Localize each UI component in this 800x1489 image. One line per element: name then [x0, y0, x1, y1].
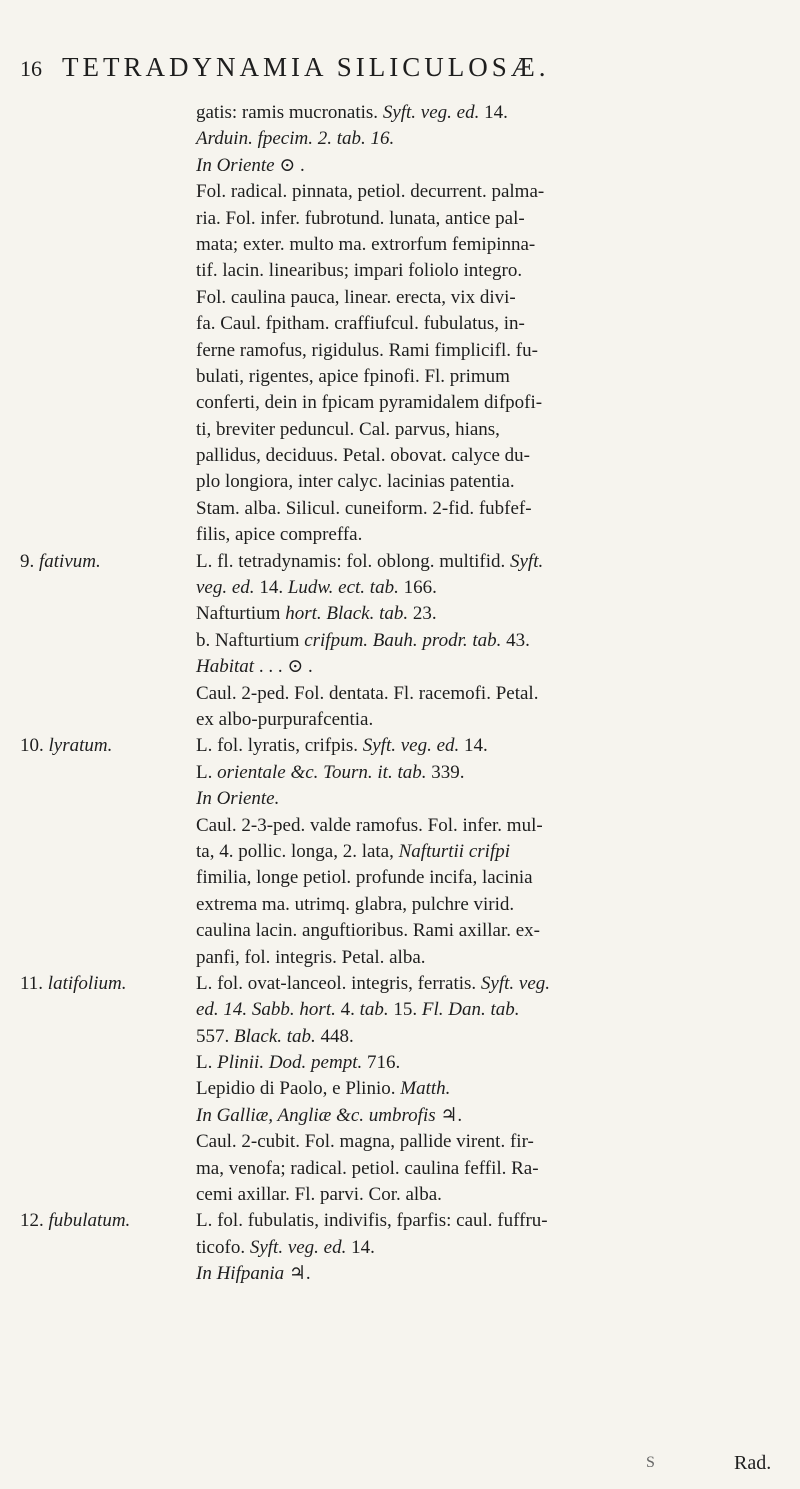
line-text: fa. Caul. fpitham. craffiufcul. fubulatus, in- — [196, 313, 525, 335]
line-text: ferne ramofus, rigidulus. Rami fimplicifl. fu- — [196, 339, 538, 361]
line-text: Caul. 2-ped. Fol. dentata. Fl. racemofi. Petal. — [196, 682, 539, 704]
line-text: 15. — [388, 999, 422, 1021]
species-entry — [0, 1208, 800, 1287]
running-head — [0, 52, 800, 92]
page-footer — [0, 1452, 800, 1482]
line-text: 43. — [501, 629, 530, 651]
text-line — [0, 206, 800, 232]
citation-text: hort. Black. tab. — [285, 603, 409, 625]
species-entries — [0, 100, 800, 1288]
text-line — [0, 601, 800, 627]
running-title: TETRADYNAMIA SILICULOSÆ. — [62, 52, 550, 82]
citation-text: Matth. — [400, 1078, 451, 1100]
line-text: 14. — [346, 1236, 375, 1258]
text-line — [0, 786, 800, 812]
line-text: 4. — [335, 999, 360, 1021]
citation-text: Syft. veg. ed. — [362, 735, 460, 757]
line-text: L. fol. lyratis, crifpis. — [196, 735, 363, 757]
text-line — [0, 496, 800, 522]
line-text: Nafturtium — [196, 603, 286, 625]
text-line — [0, 1024, 800, 1050]
line-text: conferti, dein in fpicam pyramidalem difpofi- — [196, 392, 543, 414]
citation-text: Fl. Dan. tab. — [421, 999, 520, 1021]
citation-text: ed. 14. Sabb. hort. — [196, 999, 336, 1021]
text-line — [0, 1182, 800, 1208]
citation-text: In Oriente. — [196, 788, 280, 810]
line-text: mata; exter. multo ma. extrorfum femipinna- — [196, 233, 536, 255]
line-text: ticofo. — [196, 1236, 250, 1258]
text-line — [0, 681, 800, 707]
species-epithet: latifolium. — [47, 972, 127, 994]
text-line — [0, 443, 800, 469]
line-text: 339. — [426, 761, 465, 783]
text-line — [0, 575, 800, 601]
species-number: 9. — [20, 550, 39, 572]
line-text: L. — [196, 761, 218, 783]
species-epithet: fativum. — [39, 550, 101, 572]
continuation-entry — [0, 100, 800, 549]
text-line — [0, 364, 800, 390]
line-text: extrema ma. utrimq. glabra, pulchre virid. — [196, 893, 515, 915]
line-text: panfi, fol. integris. Petal. alba. — [196, 946, 426, 968]
text-line — [0, 654, 800, 680]
text-line — [0, 417, 800, 443]
line-text: bulati, rigentes, apice fpinofi. Fl. primum — [196, 365, 510, 387]
citation-text: Plinii. Dod. pempt. — [217, 1052, 363, 1074]
line-text: 23. — [408, 603, 437, 625]
text-line — [0, 1156, 800, 1182]
text-line — [0, 390, 800, 416]
text-line — [0, 918, 800, 944]
line-text: 448. — [315, 1025, 354, 1047]
citation-text: veg. ed. — [196, 577, 255, 599]
text-line — [0, 258, 800, 284]
line-text: pallidus, deciduus. Petal. obovat. calyce du- — [196, 445, 530, 467]
text-line — [0, 469, 800, 495]
citation-text: orientale &c. Tourn. it. tab. — [217, 761, 427, 783]
citation-text: Arduin. fpecim. 2. tab. 16. — [196, 128, 395, 150]
text-line — [0, 997, 800, 1023]
text-line — [0, 839, 800, 865]
text-line — [0, 232, 800, 258]
line-text: 557. — [196, 1025, 234, 1047]
citation-text: In Oriente — [196, 154, 275, 176]
line-text: b. Nafturtium — [196, 629, 305, 651]
text-line — [0, 179, 800, 205]
line-text: ex albo-purpurafcentia. — [196, 708, 374, 730]
line-text: ta, 4. pollic. longa, 2. lata, — [196, 840, 399, 862]
line-text: Caul. 2-cubit. Fol. magna, pallide virent. fir- — [196, 1131, 534, 1153]
line-text: ♃. — [435, 1104, 463, 1126]
text-line — [0, 311, 800, 337]
citation-text: Nafturtii crifpi — [398, 840, 510, 862]
line-text: plo longiora, inter calyc. lacinias patentia. — [196, 471, 515, 493]
citation-text: Habitat — [196, 656, 255, 678]
signature-mark: S — [646, 1454, 655, 1471]
citation-text: crifpum. Bauh. prodr. tab. — [304, 629, 502, 651]
line-text: Stam. alba. Silicul. cuneiform. 2-fid. fubfef- — [196, 497, 532, 519]
line-text: ma, venofa; radical. petiol. caulina feffil. Ra- — [196, 1157, 539, 1179]
line-text: caulina lacin. anguftioribus. Rami axillar. ex- — [196, 920, 541, 942]
text-line — [0, 522, 800, 548]
species-label — [20, 733, 196, 759]
text-line — [0, 1050, 800, 1076]
line-text: ti, breviter peduncul. Cal. parvus, hians, — [196, 418, 500, 440]
citation-text: tab. — [359, 999, 389, 1021]
line-text: Lepidio di Paolo, e Plinio. — [196, 1078, 401, 1100]
species-label — [20, 1208, 196, 1234]
species-epithet: fubulatum. — [48, 1210, 131, 1232]
species-number: 12. — [20, 1210, 49, 1232]
citation-text: Ludw. ect. tab. — [287, 577, 399, 599]
line-text: 14. — [254, 577, 288, 599]
text-line — [0, 1103, 800, 1129]
line-text: L. fol. fubulatis, indivifis, fparfis: caul. fuffru- — [196, 1210, 548, 1232]
text-line — [0, 153, 800, 179]
text-line — [0, 813, 800, 839]
citation-text: In Galliæ, Angliæ &c. umbrofis — [196, 1104, 436, 1126]
text-line — [0, 707, 800, 733]
citation-text: Syft. veg. ed. — [382, 102, 480, 123]
line-text: ria. Fol. infer. fubrotund. lunata, antice pal- — [196, 207, 525, 229]
line-text: fimilia, longe petiol. profunde incifa, lacinia — [196, 867, 533, 889]
text-line — [0, 865, 800, 891]
citation-text: Syft. — [509, 550, 544, 572]
line-text: 166. — [398, 577, 437, 599]
text-line — [0, 126, 800, 152]
line-text: gatis: ramis mucronatis. — [196, 102, 383, 123]
text-line — [0, 338, 800, 364]
line-text: tif. lacin. linearibus; impari foliolo integro. — [196, 260, 523, 282]
line-text: Fol. caulina pauca, linear. erecta, vix divi- — [196, 286, 516, 308]
citation-text: Syft. veg. — [480, 972, 551, 994]
text-line — [0, 628, 800, 654]
text-line — [0, 1129, 800, 1155]
line-text: Fol. radical. pinnata, petiol. decurrent. palma- — [196, 181, 545, 203]
species-entry — [0, 971, 800, 1209]
text-line — [0, 100, 800, 126]
species-label — [20, 549, 196, 575]
text-line — [0, 760, 800, 786]
line-text: cemi axillar. Fl. parvi. Cor. alba. — [196, 1184, 442, 1206]
line-text: 14. — [459, 735, 488, 757]
citation-text: Black. tab. — [234, 1025, 316, 1047]
text-line — [0, 1261, 800, 1287]
species-entry — [0, 733, 800, 971]
citation-text: In Hifpania — [196, 1263, 285, 1285]
line-text: 14. — [479, 102, 508, 123]
text-line — [0, 945, 800, 971]
text-line — [0, 1076, 800, 1102]
page-number: 16 — [20, 56, 42, 81]
species-label — [20, 971, 196, 997]
line-text: ♃. — [284, 1263, 311, 1285]
text-line — [0, 1235, 800, 1261]
line-text: ⊙ . — [274, 154, 305, 176]
text-line — [0, 285, 800, 311]
line-text: L. — [196, 1052, 218, 1074]
citation-text: Syft. veg. ed. — [249, 1236, 347, 1258]
line-text: L. fol. ovat-lanceol. integris, ferratis. — [196, 972, 481, 994]
species-number: 11. — [20, 972, 48, 994]
line-text: filis, apice compreffa. — [196, 524, 363, 546]
species-entry — [0, 549, 800, 734]
catchword: Rad. — [734, 1452, 772, 1474]
species-epithet: lyratum. — [48, 735, 113, 757]
line-text: . . . ⊙ . — [254, 656, 313, 678]
text-line — [0, 892, 800, 918]
line-text: Caul. 2-3-ped. valde ramofus. Fol. infer. mul- — [196, 814, 543, 836]
species-number: 10. — [20, 735, 49, 757]
line-text: 716. — [362, 1052, 401, 1074]
line-text: L. fl. tetradynamis: fol. oblong. multifid. — [196, 550, 510, 572]
